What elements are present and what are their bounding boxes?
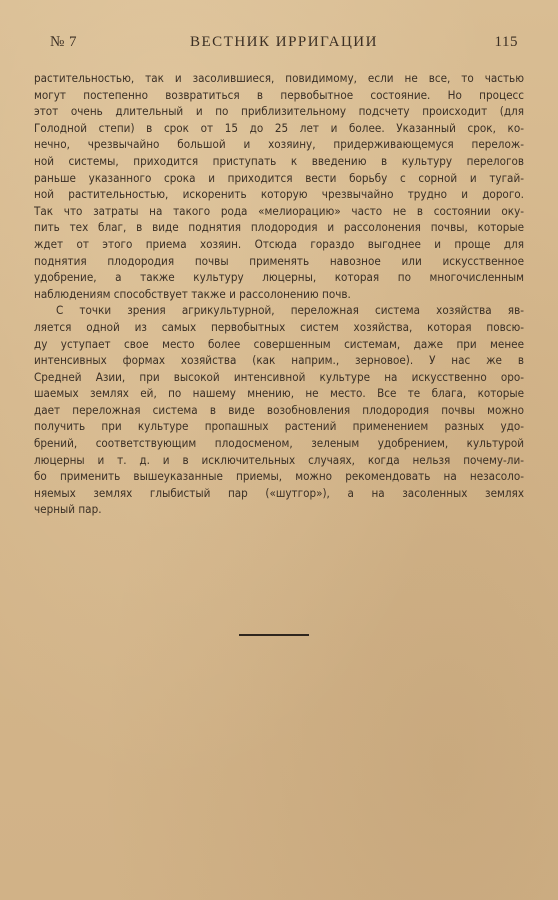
- text-line: Так что затраты на такого рода «мелиорацию» часто не в состоянии оку-: [34, 203, 524, 218]
- text-line: люцерны и т. д. и в исключительных случаях, когда нельзя почему-ли-: [34, 452, 524, 467]
- running-header: [50, 34, 518, 56]
- text-line: могут постепенно возвратиться в первобытное состояние. Но процесс: [34, 87, 524, 102]
- text-line: ду уступает свое место более совершенным системам, даже при менее: [34, 336, 524, 351]
- text-line: ной растительностью, искоренить которую чрезвычайно трудно и дорого.: [34, 187, 524, 202]
- text-line: няемых землях глыбистый пар («шутгор»), а на засоленных землях: [34, 485, 524, 500]
- text-line: ной системы, приходится приступать к введению в культуру перелогов: [34, 153, 524, 168]
- end-rule: [239, 634, 309, 636]
- text-line: этот очень длительный и по приблизительному подсчету происходит (для: [34, 104, 524, 119]
- text-line: шаемых землях ей, по нашему мнению, не место. Все те блага, которые: [34, 386, 524, 401]
- issue-number: № 7: [50, 34, 78, 50]
- text-line: ляется одной из самых первобытных систем хозяйства, которая повсю-: [34, 319, 524, 334]
- journal-title: ВЕСТНИК ИРРИГАЦИИ: [190, 34, 378, 50]
- text-line: С точки зрения агрикультурной, переложная система хозяйства яв-: [56, 303, 524, 318]
- text-line: ждет от этого приема хозяин. Отсюда гораздо выгоднее и проще для: [34, 236, 524, 251]
- paragraph: [34, 70, 524, 302]
- text-line: раньше указанного срока и приходится вести борьбу с сорной и тугай-: [34, 170, 524, 185]
- paragraph: [34, 302, 524, 518]
- text-line: бо применить вышеуказанные приемы, можно рекомендовать на незасоло-: [34, 469, 524, 484]
- text-line: брений, соответствующим плодосменом, зеленым удобрением, культурой: [34, 436, 524, 451]
- text-line: пить тех благ, в виде поднятия плодородия и рассолонения почвы, которые: [34, 220, 524, 235]
- text-line: удобрение, а также культуру люцерны, которая по многочисленным: [34, 270, 524, 285]
- text-line: растительностью, так и засолившиеся, повидимому, если не все, то частью: [34, 71, 524, 85]
- article-body: [34, 70, 524, 518]
- text-line: Голодной степи) в срок от 15 до 25 лет и более. Указанный срок, ко-: [34, 120, 524, 135]
- text-line: черный пар.: [34, 502, 102, 517]
- text-line: наблюдениям способствует также и рассолонению почв.: [34, 286, 351, 301]
- text-line: интенсивных формах хозяйства (как наприм., зерновое). У нас же в: [34, 353, 524, 368]
- text-line: нечно, чрезвычайно большой и хозяину, придерживающемуся перелож-: [34, 137, 524, 152]
- text-line: Средней Азии, при высокой интенсивной культуре на искусственно оро-: [34, 369, 524, 384]
- page-number: 115: [494, 34, 518, 50]
- text-line: поднятия плодородия почвы применять навозное или искусственное: [34, 253, 524, 268]
- text-line: получить при культуре пропашных растений применением разных удо-: [34, 419, 524, 434]
- text-line: дает переложная система в виде возобновления плодородия почвы можно: [34, 402, 524, 417]
